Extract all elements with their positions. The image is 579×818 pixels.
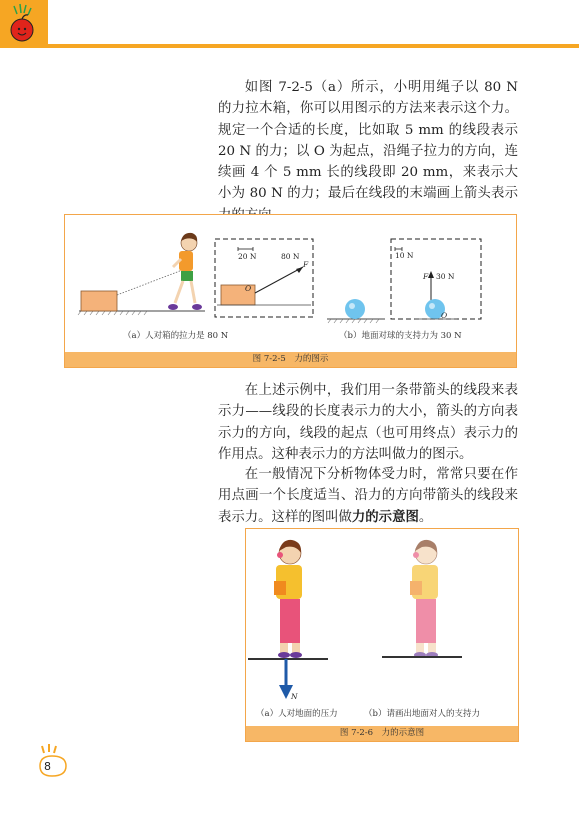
paragraph-force-definition [218,380,518,465]
page-number: 8 [44,760,51,773]
header-block [0,0,48,48]
boy-pulling-figure [168,233,202,310]
paragraph3-end: 。 [418,509,433,525]
figure-caption: 图 7-2-5 力的图示 [65,352,516,367]
subcaption-b: （b）地面对球的支持力为 30 N [339,331,462,341]
paragraph-force-illustration: 如图 7-2-5（a）所示，小明用绳子以 80 N 的力拉木箱，你可以用图示的方法来表示这个力。规定一个合适的长度，比如取 5 mm 的线段表示 20 N 的力；以 O 为起点，沿绳子拉力的方向，连续画 4 个 5 mm 长的线段即 20 mm，来表示大小为 80 N 的力；最后在线段的末端画上箭头表示 [218,80,518,202]
apple-icon [0,0,48,48]
rope-a [117,269,185,295]
force-arrow-a [255,267,303,293]
figure-force-diagram-art [65,215,516,367]
force-label-b: 30 N [436,272,455,281]
figure-caption: 图 7-2-6 力的示意图 [246,726,518,741]
key-term-schematic: 力的示意图 [351,509,419,525]
header-rule [48,44,579,48]
subcaption-a: （a）人对箱的拉力是 80 N [123,331,229,341]
subcaption-b: （b）请画出地面对人的支持力 [364,709,480,719]
ground-hatch-a [78,311,147,315]
subcaption-a: （a）人对地面的压力 [256,709,338,719]
force-label-a: 80 N [281,252,300,261]
page-number-badge [36,744,76,778]
o-label-b: O [441,311,448,320]
f-label-b: F [423,272,429,281]
page-header-bar [0,0,579,48]
paragraph2-text: 在上述示例中，我们用一条带箭头的线段来表示力——线段的长度表示力的大小，箭头的方向表示力的方向，线段的起点（也可用终点）表示力的作用点。这种表示力的方法叫做力的图示。 [218,383,518,462]
ball-b [345,299,365,319]
f-label-a: F [303,260,309,269]
figure-force-diagram [64,214,517,368]
paragraph3-text: 在一般情况下分析物体受力时，常常只要在作用点画一个长度适当、沿力的方向带箭头的线段来表示力。这样的图叫做 [218,467,518,525]
girl-figure-b [410,540,438,658]
n-label: N [291,692,298,701]
scale-label-a: 20 N [238,252,257,261]
girl-figure-a [274,540,302,658]
scale-label-b: 10 N [395,251,414,260]
paragraph-schematic-diagram [218,464,518,528]
wooden-box-a [81,291,117,311]
figure-schematic-diagram [245,528,519,742]
o-label-a: O [245,284,252,293]
